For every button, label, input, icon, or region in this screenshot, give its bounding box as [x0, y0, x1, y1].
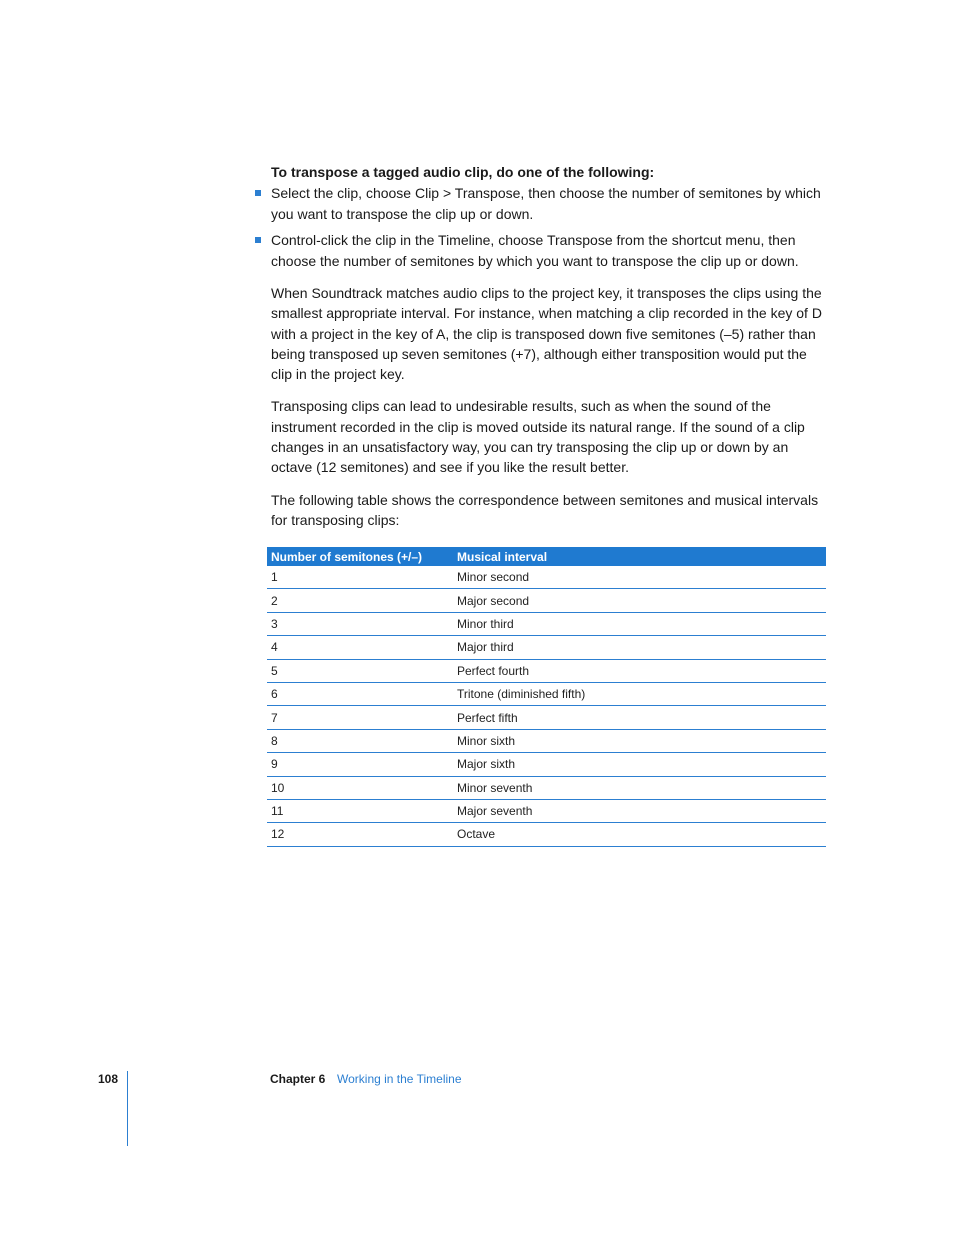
body-paragraph-key-matching: When Soundtrack matches audio clips to the project key, it transposes the clips using the smallest appropriate interval. For instance, when matching a clip recorded in the key of D with a project in the key of A, the clip is transposed down five semitones (–5) rather than being transposed up seven semitones (+7), although either transposition would put the clip in the project key. — [271, 285, 822, 383]
task-steps-list — [271, 183, 827, 271]
semitones-cell: 8 — [267, 729, 453, 752]
table-row — [267, 799, 826, 822]
interval-cell: Major seventh — [453, 799, 826, 822]
page-number: 108 — [98, 1072, 119, 1086]
semitones-cell: 11 — [267, 799, 453, 822]
task-step-text: Control-click the clip in the Timeline, choose Transpose from the shortcut menu, then choose the number of semitones by which you want to transpose the clip up or down. — [271, 232, 799, 269]
semitones-cell: 10 — [267, 776, 453, 799]
interval-cell: Perfect fifth — [453, 706, 826, 729]
chapter-label: Chapter 6 — [270, 1072, 326, 1086]
semitone-interval-table — [267, 547, 826, 847]
table-row — [267, 612, 826, 635]
main-content — [271, 162, 827, 542]
square-bullet-icon — [255, 237, 261, 243]
interval-cell: Minor sixth — [453, 729, 826, 752]
semitones-cell: 2 — [267, 589, 453, 612]
interval-cell: Major third — [453, 636, 826, 659]
table-row — [267, 659, 826, 682]
table-row — [267, 589, 826, 612]
table-row — [267, 753, 826, 776]
semitones-cell: 6 — [267, 682, 453, 705]
table-row — [267, 566, 826, 589]
square-bullet-icon — [255, 190, 261, 196]
semitones-cell: 7 — [267, 706, 453, 729]
task-step-2 — [271, 230, 827, 271]
table-row — [267, 682, 826, 705]
semitones-cell: 5 — [267, 659, 453, 682]
semitones-cell: 9 — [267, 753, 453, 776]
table-row — [267, 776, 826, 799]
interval-cell: Minor second — [453, 566, 826, 589]
body-paragraph-table-intro: The following table shows the correspondence between semitones and musical intervals for transposing clips: — [271, 491, 819, 528]
table-row — [267, 729, 826, 752]
task-step-1 — [271, 183, 827, 224]
interval-cell: Minor third — [453, 612, 826, 635]
semitones-cell: 12 — [267, 823, 453, 846]
interval-cell: Major sixth — [453, 753, 826, 776]
interval-cell: Minor seventh — [453, 776, 826, 799]
semitones-cell: 1 — [267, 566, 453, 589]
interval-cell: Perfect fourth — [453, 659, 826, 682]
interval-cell: Octave — [453, 823, 826, 846]
table-header-row — [267, 547, 826, 566]
interval-cell: Tritone (diminished fifth) — [453, 682, 826, 705]
footer-divider — [127, 1071, 128, 1146]
header-interval: Musical interval — [453, 547, 826, 566]
body-paragraph-transposing: Transposing clips can lead to undesirable results, such as when the sound of the instrument recorded in the clip is moved outside its natural range. If the sound of a clip changes in an unsatisfactory way, you can try transposing the clip up or down by an octave (12 semitones) and see if you like the result better. — [271, 398, 805, 476]
semitones-cell: 4 — [267, 636, 453, 659]
table-row — [267, 823, 826, 846]
task-step-text: Select the clip, choose Clip > Transpose, then choose the number of semitones by which you want to transpose the clip up or down. — [271, 185, 821, 222]
table-row — [267, 706, 826, 729]
task-heading: To transpose a tagged audio clip, do one of the following: — [271, 164, 655, 180]
interval-cell: Major second — [453, 589, 826, 612]
table-row — [267, 636, 826, 659]
header-semitones: Number of semitones (+/–) — [267, 547, 453, 566]
chapter-title-link[interactable]: Working in the Timeline — [337, 1072, 462, 1086]
semitones-cell: 3 — [267, 612, 453, 635]
